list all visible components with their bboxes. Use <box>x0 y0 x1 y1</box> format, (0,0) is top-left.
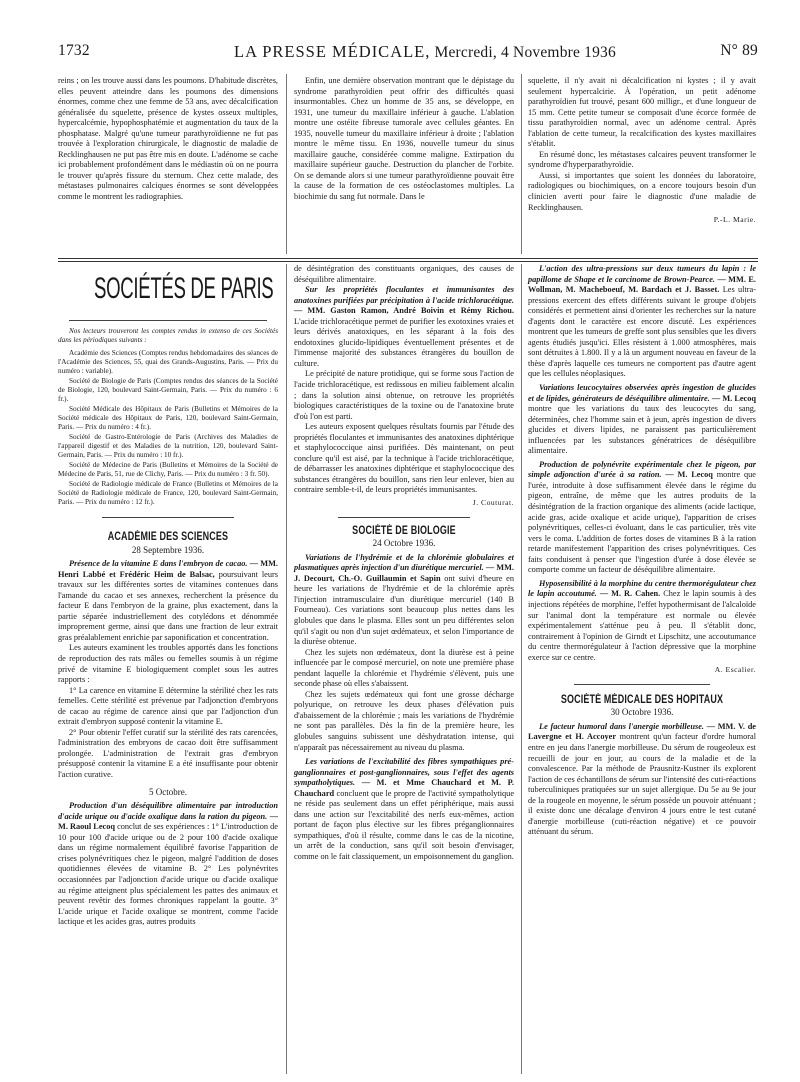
paragraph: 2° Pour obtenir l'effet curatif sur la stérilité des rats carencées, l'administration des embryons de cacao doit être suffisamment prolongée. L'administration de l'extrait gras d'embryon présupposé contenir la vitamine E a été insuffisante pour obtenir l'action curative. <box>58 727 278 780</box>
divider <box>102 517 234 518</box>
article-authors: — M. Raoul Lecoq <box>58 811 278 832</box>
paragraph: squelette, il n'y avait ni décalcification ni kystes ; il y avait seulement hypercalcirie. À l'opération, un petit adénome parathyroïdien fut trouvé, pesant 600 milligr., et d'une longueur de 15 mm. Cette petite tumeur se composait d'une écorce formée de tissu parathyroïdien normal, avec un adénome central. Après l'ablation de cette tumeur, la recalcification des kystes maxillaires s'établit. <box>528 76 756 149</box>
lower-col-3 <box>528 264 756 838</box>
paragraph: Enfin, une dernière observation montrant que le dépistage du syndrome parathyroïdien peut offrir des difficultés quasi insurmontables. Chez un homme de 35 ans, se développe, en 1931, une tumeur du maxillaire inférieur à gauche. L'ablation montre une ostéite fibreuse tumorale avec cellules géantes. En 1935, nouvelle tumeur du maxillaire inférieur à droite ; l'ablation montre le même tissu. En 1936, nouvelle tumeur du sinus maxillaire gauche, considérée comme maligne. Extirpation du maxillaire supérieur gauche. Destruction du plancher de l'orbite. On se demande alors si une tumeur parathyroïdienne pouvait être la cause de la formation de ces ostéoclastomes multiples. La biochimie du sang fut normale. Dans le <box>294 76 514 202</box>
issue-number: N° 89 <box>720 42 758 59</box>
article-authors: — MM. E. Wollman, M. Macheboeuf, M. Bardach et J. Basset. <box>528 274 756 295</box>
article <box>528 722 756 838</box>
paragraph: Les auteurs exposent quelques résultats fournis par l'étude des propriétés floculantes et immunisantes des anatoxines diphtérique et staphylococcique ainsi purifiées. Dès maintenant, on peut conclure qu'il est aisé, par la technique à l'acide trichloracétique, de débarrasser les anatoxines diphtérique et staphylococcique des substances étrangères du bouillon, sans rien leur enlever, bien au contraire semble-t-il, de leurs propriétés immunisantes. <box>294 422 514 495</box>
article-title: Hyposensibilité à la morphine du centre thermorégulateur chez le lapin accoutumé. <box>528 578 756 599</box>
article <box>528 579 756 663</box>
issue-date: Mercredi, 4 Novembre 1936 <box>434 44 616 61</box>
article-authors: — M. R. Cahen. <box>599 589 661 599</box>
running-title <box>234 42 616 62</box>
session-date: 5 Octobre. <box>149 786 187 797</box>
article-text: montre que l'urée, introduite à dose suffisamment élevée dans le régime du pigeon, entraîne, de même que les autres produits de la désintégration de la fraction organique des aliments (acide lactique, acide gras, acide oxalique et acide urique), l'apparition de crises polynévritiques, celles-ci évoluant, dans le cas particulier, très vite vers le coma. L'addition de fortes doses de vitamines B à la ration retarde manifestement l'apparition des crises polynévritiques. Ces faits conduisent à penser que l'ingestion d'urée à dose élevée se comporte comme un facteur de déséquilibre alimentaire. <box>528 470 756 575</box>
article-title: Variations de l'hydrémie et de la chlorémie globulaires et plasmatiques après injection d'un diurétique mercuriel. <box>294 552 514 573</box>
paragraph: Les auteurs examinent les troubles apportés dans les fonctions de reproduction des rats mâles ou femelles soumis à un régime privé de vitamine E biologiquement complet sous les autres rapports : <box>58 643 278 685</box>
paragraph: reins ; on les trouve aussi dans les poumons. D'habitude discrètes, elles peuvent atteindre dans les poumons des dimensions énormes, comme chez une femme de 53 ans, avec décalcification généralisée du squelette, présence de kystes osseux multiples, hypercalcémie, hypophosphatémie et augmentation du taux de la phosphatase. Malgré qu'une tumeur parathyroïdienne ne fut pas trouvée à l'exploration chirurgicale, le diagnostic de maladie de Recklinghausen ne put pas être mis en doute. L'adénome se cache ici probablement profondément dans le médiastin où on ne pourra le trouver qu'après fissure du sternum. Chez cette malade, des métastases pulmonaires calciques énormes se sont développées comme le montrent les radiographies. <box>58 76 278 202</box>
article-authors: — MM. J. Decourt, Ch.-O. Guillaumin et Sapin <box>294 563 515 583</box>
divider <box>69 320 267 321</box>
article-authors: — MM. Henri Labbé et Frédéric Heim de Balsac, <box>58 559 278 579</box>
periodical-entry: Société de Radiologie médicale de France (Bulletins et Mémoires de la Société de Radiologie médicale de France, 120, boulevard Saint-Germain, Paris. — Prix du numéro : 12 fr.). <box>58 480 278 506</box>
article-authors: — MM. Gaston Ramon, André Boivin et Rémy Richou. <box>294 306 514 316</box>
article-text: montrent qu'un facteur d'ordre humoral entre en jeu dans l'anergie morbilleuse. Du sérum de rougeoleux est recueilli de jour en jour, au cours de la maladie et de la convalescence. Par la méthode de Prausnitz-Kustner ils explorent l'action de ces échantillons de sérum sur l'intensité des cuti-réactions tuberculiniques pratiquées sur un sujet allergique. Du 5e au 9e jour de la rougeole en moyenne, le sérum possède un pouvoir atténuant ; il existe donc une décalage d'environ 4 jours entre le test cutané d'anergie morbilleuse (cuti-réaction négative) et ce pouvoir atténuant du sérum. <box>528 732 756 837</box>
periodicals-list <box>58 349 278 507</box>
section-title: SOCIÉTÉS DE PARIS <box>94 272 274 305</box>
article <box>58 559 278 643</box>
periodical-entry: Société de Médecine de Paris (Bulletins et Mémoires de la Société de Médecine de Paris, 51, rue de Clichy, Paris. — Prix du numéro : 3 fr. 50). <box>58 461 278 478</box>
section-separator <box>58 258 758 262</box>
page <box>58 0 758 1082</box>
article-title: Présence de la vitamine E dans l'embryon de cacao. <box>69 559 248 569</box>
biologie-heading: SOCIÉTÉ DE BIOLOGIE <box>352 524 456 537</box>
article-title: Les variations de l'excitabilité des fibres sympathiques pré-ganglionnaires et post-ganglionnaires, sous l'effet des agents sympatholytiques. <box>294 757 514 788</box>
article-title: Variations leucocytaires observées après ingestion de glucides et de lipides, générateurs de déséquilibre alimentaire. <box>528 383 756 403</box>
article-authors: — M. Lecoq <box>665 470 713 480</box>
article-text: poursuivant leurs travaux sur les différentes sortes de vitamines contenues dans l'amande du cacao et ses annexes, recherchent la présence du facteur E dans l'embryon de la graine, plus exactement, dans la partie séparée industriellement des cotylédons et dénommée improprement germe, ainsi que dans une fraction de leur extrait gras préalablement enrichie par saponification et concentration. <box>58 569 278 642</box>
periodical-entry: Société de Gastro-Entérologie de Paris (Archives des Maladies de l'appareil digestif et des Maladies de la nutrition, 120, boulevard Saint-Germain, Paris. — Prix du numéro : 10 fr.). <box>58 433 278 459</box>
page-number: 1732 <box>58 42 90 59</box>
top-col-2 <box>294 76 514 203</box>
article-title: Production de polynévrite expérimentale chez le pigeon, par simple adjonction d'urée à sa ration. <box>528 459 756 480</box>
article <box>294 553 514 648</box>
periodical-entry: Société de Biologie de Paris (Comptes rendus des séances de la Société de Biologie, 120, boulevard Saint-Germain, Paris. — Prix du numéro : 6 fr.). <box>58 377 278 403</box>
column-divider <box>286 74 287 254</box>
article <box>528 264 756 380</box>
article-text: L'acide trichloracétique permet de purifier les exotoxines vraies et leurs dérivés anatoxiques, en les séparant à la fois des endotoxines glucido-lipidiques éventuellement présentes et de l'immense majorité des substances étrangères du bouillon de culture. <box>294 316 514 368</box>
lower-col-1 <box>58 314 278 928</box>
column-divider <box>521 264 522 1074</box>
signature: J. Couturat. <box>472 498 514 508</box>
article-title: Production d'un déséquilibre alimentaire par introduction d'acide urique ou d'acide oxalique dans la ration du pigeon. <box>58 801 278 821</box>
paragraph: Aussi, si importantes que soient les données du laboratoire, radiologiques ou biochimiques, on a encore toujours besoin d'un clinicien averti pour faire le diagnostic d'une maladie de Recklinghausen. <box>528 170 756 212</box>
session-date: 24 Octobre 1936. <box>372 538 436 549</box>
periodical-entry: Société Médicale des Hôpitaux de Paris (Bulletins et Mémoires de la Société médicale des Hôpitaux de Paris, 120, boulevard Saint-Germain, Paris. — Prix du numéro : 4 fr.). <box>58 405 278 431</box>
paragraph: Chez les sujets non œdémateux, dont la diurèse est à peine influencée par le composé mercuriel, on note une première phase pendant laquelle la chlorémie et l'hydrémie s'élèvent, puis une seconde phase où elles s'abaissent. <box>294 647 514 689</box>
periodical-entry: Académie des Sciences (Comptes rendus hebdomadaires des séances de l'Académie des Sciences, 55, quai des Grands-Augustins, Paris. — Prix du numéro : variable). <box>58 349 278 375</box>
article-authors: — MM. V. de Lavergne et H. Accoyer <box>528 721 756 742</box>
divider <box>338 517 470 518</box>
paragraph: 1° La carence en vitamine E détermine la stérilité chez les rats femelles. Cette stérilité est prévenue par l'adjonction d'embryons de cacao au régime de carence ainsi que par l'adjonction d'un extrait d'embryon supposé contenir la vitamine E. <box>58 685 278 727</box>
paragraph: En résumé donc, les métastases calcaires peuvent transformer le syndrome d'hyperparathyroïdie. <box>528 149 756 170</box>
article-authors: — M. et Mme Chauchard et M. P. Chauchard <box>294 778 514 798</box>
article <box>528 383 756 457</box>
column-divider <box>521 74 522 254</box>
article-text: concluent que le propre de l'activité sympatholytique ne réside pas seulement dans un effet périphérique, mais aussi dans une action sur l'excitabilité des nerfs eux-mêmes, action portant de façon plus élective sur les fibres préganglionnaires sympathiques, d'où il résulte, comme dans le cas de la nicotine, un arrêt de la conduction, sans qu'il soit besoin d'envisager, comme on le fait classiquement, un empoisonnement du ganglion. <box>294 788 514 861</box>
session-date: 30 Octobre 1936. <box>610 707 674 718</box>
article-title: Le facteur humoral dans l'anergie morbilleuse. <box>539 721 704 731</box>
article-text: conclut de ses expériences : 1° L'introduction de 10 pour 100 d'acide urique ou de 2 pour 100 d'acide oxalique dans un régime normalement équilibré favorise l'apparition de crises polynévritiques chez le pigeon, malgré l'addition de doses quotidiennes élevées de vitamine B. 2° Les polynévrites occasionnées par l'adjonction d'acide urique ou d'acide oxalique au régime atteignent plus spécialement les pattes des animaux et peuvent revêtir des formes chroniques rappelant la goutte. 3° L'acide urique et l'acide oxalique se montrent, comme l'acide lactique et les acides gras, autres produits <box>58 822 278 927</box>
lower-col-2 <box>294 264 514 863</box>
hopitaux-heading: SOCIÉTÉ MÉDICALE DES HOPITAUX <box>560 693 724 706</box>
article <box>294 757 514 862</box>
article-text: Les ultra-pressions exercent des effets différents suivant le groupe d'objets considérés et permettent ainsi d'orienter les recherches sur la nature d'agents dont le caractère est encore discuté. Les expériences montrent que les tumeurs de greffe sont plus sensibles que les divers agents étudiés jusqu'ici. Elles résistent à 1.000 atmosphères, mais sont détruites à 1.800. Il y a là un argument nouveau en faveur de la thèse d'après laquelle ces tumeurs ne comportent pas d'autre agent que les cellules néoplasiques. <box>528 285 756 379</box>
session-date: 28 Septembre 1936. <box>131 544 205 555</box>
intro-note: Nos lecteurs trouveront les comptes rendus in extenso de ces Sociétés dans les périodiques suivants : <box>58 327 278 344</box>
signature: P.-L. Marie. <box>713 215 756 225</box>
paragraph: Chez les sujets œdémateux qui font une grosse décharge polyurique, on retrouve les deux phases d'élévation puis d'abaissement de la chlorémie ; mais les variations de l'hydrémie ne sont pas parallèles. Dès la fin de la première heure, les globules sanguins subissent une déshydratation intense, qui n'apparaît pas nécessairement au niveau du plasma. <box>294 689 514 752</box>
signature: A. Escalier. <box>714 665 756 675</box>
academie-heading: ACADÉMIE DES SCIENCES <box>107 531 229 543</box>
article-title: Sur les propriétés floculantes et immunisantes des anatoxines purifiées par précipitation à l'acide trichloracétique. <box>294 285 514 305</box>
divider <box>574 684 711 685</box>
page-header <box>58 42 758 64</box>
paragraph: de désintégration des constituants organiques, des causes de déséquilibre alimentaire. <box>294 264 514 284</box>
paragraph: Le précipité de nature protidique, qui se forme sous l'action de l'acide trichloracétique, est redissous en milieu faiblement alcalin ; dans la solution ainsi obtenue, on retrouve les propriétés biologiques caractéristiques de la toxine ou de l'anatoxine brute d'où l'on est parti. <box>294 369 514 421</box>
journal-name: LA PRESSE MÉDICALE, <box>234 42 431 61</box>
article-text: Chez le lapin soumis à des injections répétées de morphine, l'effet hypothermisant de l'alcaloïde sur l'animal dont la température est normale ou élevée expérimentalement s'atténue peu à peu. Il s'établit donc, contrairement à l'opinion de Girndt et Lipschitz, une accoutumance du centre thermorégulateur à l'action dépressive que la morphine exerce sur ce centre. <box>528 589 756 662</box>
article-authors: — M. Lecoq <box>711 393 757 403</box>
article <box>58 801 278 928</box>
top-col-1 <box>58 76 278 203</box>
article-text: montre que les variations du taux des leucocytes du sang, déterminées, chez l'homme sain et à jeun, après ingestion de divers glucides et divers lipides, ne paraissent pas particulièrement influencées par les substances génératrices de déséquilibre alimentaire. <box>528 404 756 456</box>
article-text: ont suivi d'heure en heure les variations de l'hydrémie et de la chlorémie après l'injection intramusculaire d'un diurétique mercuriel (140 B Fourneau). Ces variations sont beaucoup plus nettes dans les globules que dans le plasma. Elles sont un peu différentes selon qu'il s'agit ou non d'un sujet œdémateux, et selon l'importance de la diurèse obtenue. <box>294 573 514 647</box>
top-col-3 <box>528 76 756 226</box>
article-title: L'action des ultra-pressions sur deux tumeurs du lapin : le papillome de Shape et le carcinome de Brown-Pearce. <box>528 264 756 284</box>
column-divider <box>286 264 287 1074</box>
article <box>528 460 756 576</box>
article <box>294 285 514 369</box>
